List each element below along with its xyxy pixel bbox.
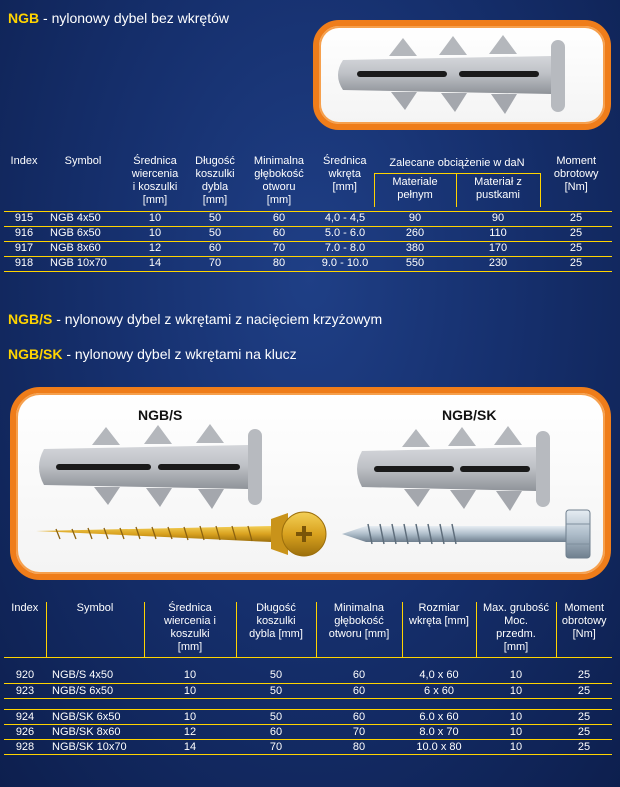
table-cell: 918 bbox=[4, 256, 44, 271]
table-cell: 50 bbox=[188, 226, 242, 241]
table-cell: 4,0 - 4,5 bbox=[316, 211, 374, 226]
table-cell: 70 bbox=[316, 725, 402, 740]
ngbs-ngbsk-spec-table bbox=[4, 602, 612, 755]
table-cell: 25 bbox=[556, 669, 612, 684]
header-text: otworu [mm] bbox=[328, 628, 390, 640]
table-cell: 260 bbox=[374, 226, 456, 241]
heading-ngbs-code: NGB/S bbox=[8, 311, 53, 327]
header-text: wiercenia i bbox=[164, 615, 216, 627]
ngbs-screw-icon bbox=[36, 512, 326, 556]
col-header-diameter bbox=[122, 155, 188, 207]
header-text: Minimalna bbox=[253, 155, 305, 167]
col-header-symbol bbox=[44, 155, 122, 207]
header-text: Minimalna bbox=[333, 602, 385, 614]
header-text: Index bbox=[11, 602, 39, 614]
table-cell: 920 bbox=[4, 669, 46, 684]
header-text: [mm] bbox=[177, 641, 203, 653]
table-row bbox=[4, 256, 612, 271]
header-text: i koszulki bbox=[132, 181, 178, 193]
header-text: koszulki bbox=[256, 615, 296, 627]
header-text: dybla bbox=[201, 181, 229, 193]
table-cell: 80 bbox=[316, 740, 402, 755]
table-cell: 915 bbox=[4, 211, 44, 226]
header-text: głębokość bbox=[254, 168, 304, 180]
table-cell: 50 bbox=[236, 684, 316, 699]
table-cell: 10 bbox=[476, 710, 556, 725]
header-text: obrotowy bbox=[553, 168, 599, 180]
table-cell: 60 bbox=[316, 684, 402, 699]
table-cell: NGB 6x50 bbox=[44, 226, 122, 241]
col-header-length bbox=[188, 155, 242, 207]
table-cell: 923 bbox=[4, 684, 46, 699]
header-text: koszulki bbox=[170, 628, 210, 640]
header-text: obrotowy bbox=[561, 615, 607, 627]
heading-ngbs-text: - nylonowy dybel z wkrętami z nacięciem krzyżowym bbox=[52, 311, 383, 327]
table-cell: 12 bbox=[144, 725, 236, 740]
table-cell: NGB 10x70 bbox=[44, 256, 122, 271]
table-cell: 12 bbox=[122, 241, 188, 256]
table-cell: 10 bbox=[144, 710, 236, 725]
table-cell: 60 bbox=[242, 211, 316, 226]
table-cell: NGB/S 4x50 bbox=[46, 669, 144, 684]
table-cell: 6.0 x 60 bbox=[402, 710, 476, 725]
header-text: Średnica bbox=[168, 602, 212, 614]
table-cell: 230 bbox=[456, 256, 540, 271]
table-cell: 25 bbox=[540, 241, 612, 256]
table-cell: 916 bbox=[4, 226, 44, 241]
table-cell: 25 bbox=[556, 710, 612, 725]
header-text: Symbol bbox=[64, 155, 102, 167]
header-text: Index bbox=[10, 155, 38, 167]
table-cell: 4,0 x 60 bbox=[402, 669, 476, 684]
col-header-torque bbox=[540, 155, 612, 207]
col-header-length bbox=[236, 602, 316, 658]
col-header-load-group bbox=[374, 155, 540, 173]
table-row bbox=[4, 740, 612, 755]
heading-ngb bbox=[8, 10, 229, 26]
table-row bbox=[4, 725, 612, 740]
table-cell: 25 bbox=[556, 725, 612, 740]
table-cell: 50 bbox=[236, 669, 316, 684]
header-text: Moment bbox=[564, 602, 605, 614]
ngb-photo-frame bbox=[313, 20, 611, 130]
table-cell: NGB/SK 10x70 bbox=[46, 740, 144, 755]
table-cell: 60 bbox=[316, 710, 402, 725]
header-text: Długość bbox=[195, 155, 235, 167]
table-cell: 25 bbox=[556, 740, 612, 755]
header-text: [mm] bbox=[202, 194, 228, 206]
table-row bbox=[4, 669, 612, 684]
ngbs-ngbsk-image bbox=[16, 393, 605, 574]
table-cell: 6 x 60 bbox=[402, 684, 476, 699]
table-cell: 70 bbox=[188, 256, 242, 271]
header-text: Moc. bbox=[504, 615, 528, 627]
header-text: [mm] bbox=[142, 194, 168, 206]
table-cell: 70 bbox=[242, 241, 316, 256]
heading-ngbsk-text: - nylonowy dybel z wkrętami na klucz bbox=[62, 346, 297, 362]
header-text: pustkami bbox=[475, 188, 521, 201]
header-text: Materiale bbox=[392, 175, 438, 188]
table-cell: 60 bbox=[316, 669, 402, 684]
header-text: Rozmiar bbox=[418, 602, 460, 614]
col-header-depth bbox=[242, 155, 316, 207]
ngbsk-plug-icon bbox=[357, 426, 550, 511]
table-cell: 80 bbox=[242, 256, 316, 271]
table-row bbox=[4, 241, 612, 256]
table-cell: 90 bbox=[374, 211, 456, 226]
ngbsk-screw-icon bbox=[342, 510, 590, 558]
table-cell: 928 bbox=[4, 740, 46, 755]
table-cell: 9.0 - 10.0 bbox=[316, 256, 374, 271]
header-text: Max. grubość bbox=[482, 602, 550, 614]
heading-ngbs bbox=[8, 311, 382, 327]
table-cell: 10 bbox=[476, 684, 556, 699]
table-cell: NGB 4x50 bbox=[44, 211, 122, 226]
table-cell: 50 bbox=[236, 710, 316, 725]
table-cell: 10 bbox=[122, 211, 188, 226]
table-cell: 110 bbox=[456, 226, 540, 241]
col-header-load-hollow bbox=[456, 173, 540, 207]
col-header-thickness bbox=[476, 602, 556, 658]
table-cell: 10 bbox=[122, 226, 188, 241]
col-header-load-full bbox=[374, 173, 456, 207]
table-cell: 25 bbox=[556, 684, 612, 699]
table-cell: 10 bbox=[144, 669, 236, 684]
table-cell: 90 bbox=[456, 211, 540, 226]
table-cell: 7.0 - 8.0 bbox=[316, 241, 374, 256]
table-cell: 917 bbox=[4, 241, 44, 256]
col-header-screw bbox=[402, 602, 476, 658]
header-text: wkręta [mm] bbox=[409, 615, 469, 627]
table-cell: 25 bbox=[540, 211, 612, 226]
table-cell: NGB/SK 8x60 bbox=[46, 725, 144, 740]
table-cell: 60 bbox=[188, 241, 242, 256]
col-header-diameter bbox=[144, 602, 236, 658]
table-cell: 50 bbox=[188, 211, 242, 226]
table-cell: 170 bbox=[456, 241, 540, 256]
header-text: wkręta bbox=[328, 168, 361, 180]
table-cell: 14 bbox=[122, 256, 188, 271]
header-text: Długość bbox=[256, 602, 296, 614]
ngb-spec-table bbox=[4, 155, 612, 272]
header-text: [mm] bbox=[332, 181, 357, 193]
table-cell: 550 bbox=[374, 256, 456, 271]
ngbs-ngbsk-photo-frame bbox=[10, 387, 611, 580]
table-cell: 10.0 x 80 bbox=[402, 740, 476, 755]
header-text: Materiał z bbox=[474, 175, 522, 188]
table-cell: 60 bbox=[242, 226, 316, 241]
header-text: głębokość bbox=[334, 615, 384, 627]
ngb-plug-image bbox=[319, 26, 605, 124]
table-row bbox=[4, 684, 612, 699]
col-header-index bbox=[4, 155, 44, 207]
table-row bbox=[4, 211, 612, 226]
table-cell: 60 bbox=[236, 725, 316, 740]
table-cell: 10 bbox=[476, 740, 556, 755]
header-text: [Nm] bbox=[572, 628, 596, 640]
header-text: [mm] bbox=[266, 194, 292, 206]
table-cell: 25 bbox=[540, 226, 612, 241]
heading-ngbsk-code: NGB/SK bbox=[8, 346, 63, 362]
col-header-depth bbox=[316, 602, 402, 658]
header-text: Średnica bbox=[133, 155, 177, 167]
table-cell: NGB/S 6x50 bbox=[46, 684, 144, 699]
header-text: Moment bbox=[556, 155, 597, 167]
table-cell: NGB/SK 6x50 bbox=[46, 710, 144, 725]
header-text: Symbol bbox=[76, 602, 114, 614]
col-header-symbol bbox=[46, 602, 144, 658]
heading-ngb-text: - nylonowy dybel bez wkrętów bbox=[39, 10, 229, 26]
heading-ngbsk bbox=[8, 346, 297, 362]
header-text: koszulki bbox=[195, 168, 235, 180]
table-cell: 10 bbox=[144, 684, 236, 699]
table-cell: 924 bbox=[4, 710, 46, 725]
header-text: wiercenia bbox=[131, 168, 179, 180]
table-cell: 14 bbox=[144, 740, 236, 755]
ngbs-plug-icon bbox=[39, 424, 262, 509]
table-row bbox=[4, 710, 612, 725]
header-text: [Nm] bbox=[564, 181, 588, 193]
table-cell: 8.0 x 70 bbox=[402, 725, 476, 740]
header-text: Średnica bbox=[323, 155, 367, 167]
header-text: dybla [mm] bbox=[249, 628, 303, 640]
table-cell: 5.0 - 6.0 bbox=[316, 226, 374, 241]
table-cell: 380 bbox=[374, 241, 456, 256]
col-header-index bbox=[4, 602, 46, 658]
table-row bbox=[4, 226, 612, 241]
photo-title-ngbsk: NGB/SK bbox=[442, 407, 497, 423]
photo-title-ngbs: NGB/S bbox=[138, 407, 183, 423]
table-cell: 10 bbox=[476, 725, 556, 740]
header-text: Zalecane obciążenie w daN bbox=[389, 157, 525, 169]
table-cell: NGB 8x60 bbox=[44, 241, 122, 256]
table-cell: 10 bbox=[476, 669, 556, 684]
header-text: pełnym bbox=[397, 188, 433, 201]
header-text: otworu bbox=[262, 181, 296, 193]
table-cell: 25 bbox=[540, 256, 612, 271]
heading-ngb-code: NGB bbox=[8, 10, 40, 26]
table-cell: 70 bbox=[236, 740, 316, 755]
col-header-screw bbox=[316, 155, 374, 207]
header-text: przedm. bbox=[496, 628, 536, 640]
col-header-torque bbox=[556, 602, 612, 658]
header-text: [mm] bbox=[503, 641, 529, 653]
table-cell: 926 bbox=[4, 725, 46, 740]
